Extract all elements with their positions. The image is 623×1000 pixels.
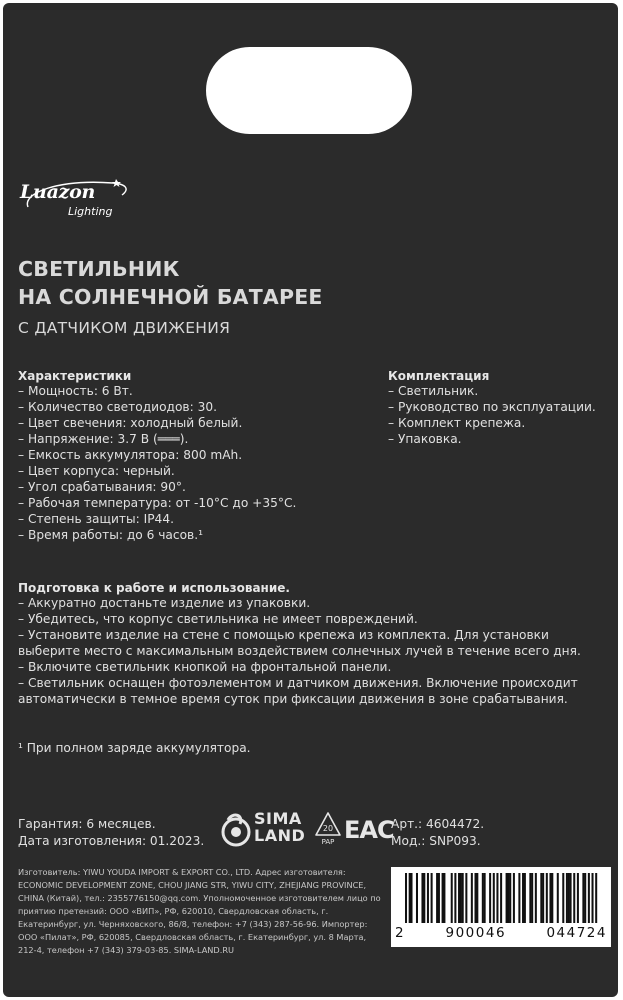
barcode-bar bbox=[513, 873, 515, 923]
list-item: – Время работы: до 6 часов.¹ bbox=[18, 528, 203, 542]
barcode-bars bbox=[391, 867, 611, 925]
barcode-bar bbox=[557, 873, 559, 923]
barcode-bar bbox=[416, 873, 418, 923]
barcode-bar bbox=[570, 873, 572, 923]
barcode-bar bbox=[465, 873, 467, 923]
sima-swirl-icon bbox=[220, 810, 252, 850]
barcode-digit-group-left: 900046 bbox=[445, 925, 507, 941]
barcode-bar bbox=[482, 873, 484, 923]
manufacturer-fine-print: Изготовитель: YIWU YOUDA IMPORT & EXPORT CO., LTD. Адрес изготовителя: ECONOMIC DEVELOPMENT ZONE, CHOU JIANG STR, YIWU CITY, ZHEJIANG PROVINCE, CHINA (Китай), тел.: 2355776150@qq.com. Уполномоченное изготовителем лицо по приятию претензий: ООО «ВИП», РФ, 620010, Свердловская область, г. Екатеринбург, ул. Черняховского, 86/8, телефон: +7 (343) 287-56-96. Импортер: ООО «Пилат», РФ, 620085, Свердловская область, г. Екатеринбург, ул. 8 Марта, 212-4, телефон +7 (343) 379-03-85. SIMA-LAND.RU bbox=[18, 867, 381, 955]
barcode-bar bbox=[529, 873, 531, 923]
barcode-bar bbox=[442, 873, 444, 923]
barcode-bar bbox=[454, 873, 456, 923]
barcode-bar bbox=[436, 873, 438, 923]
barcode-bar bbox=[546, 873, 548, 923]
list-item: – Угол срабатывания: 90°. bbox=[18, 480, 186, 494]
model-number: Мод.: SNP093. bbox=[391, 834, 481, 848]
recycle-code: PAP bbox=[321, 838, 335, 846]
list-item: – Установите изделие на стене с помощью крепежа из комплекта. Для установки выберите место с максимальным воздействием солнечных лучей в течение всего дня. bbox=[18, 628, 581, 658]
barcode-bar bbox=[577, 873, 579, 923]
barcode-bar bbox=[549, 873, 551, 923]
barcode-bar bbox=[573, 873, 575, 923]
barcode-bar bbox=[506, 873, 508, 923]
eac-mark: EAC bbox=[344, 816, 394, 844]
kit-list bbox=[388, 383, 596, 447]
recycle-paper-icon bbox=[314, 811, 342, 847]
barcode-bar bbox=[584, 873, 586, 923]
barcode-bar bbox=[592, 873, 594, 923]
barcode-bar bbox=[410, 873, 412, 923]
list-item: – Степень защиты: IP44. bbox=[18, 512, 174, 526]
list-item: – Упаковка. bbox=[388, 432, 462, 446]
list-item: – Мощность: 6 Вт. bbox=[18, 384, 133, 398]
barcode-bar bbox=[542, 873, 544, 923]
recycle-number: 20 bbox=[322, 824, 334, 833]
article-info bbox=[391, 816, 484, 850]
barcode-bar bbox=[595, 873, 597, 923]
barcode-bar bbox=[423, 873, 425, 923]
hang-hole bbox=[206, 47, 412, 134]
product-title bbox=[18, 255, 323, 311]
preparation-list bbox=[18, 595, 608, 707]
characteristics-list bbox=[18, 383, 296, 543]
barcode-bar bbox=[566, 873, 568, 923]
barcode-bar bbox=[462, 873, 464, 923]
list-item: – Светильник оснащен фотоэлементом и датчиком движения. Включение происходит автоматически в темное время суток при фиксации движения в зоне срабатывания. bbox=[18, 676, 578, 706]
kit-section bbox=[388, 369, 596, 447]
barcode-bar bbox=[443, 873, 445, 923]
barcode-bar bbox=[518, 873, 520, 923]
barcode-bar bbox=[531, 873, 533, 923]
barcode-bar bbox=[431, 873, 433, 923]
list-item: – Напряжение: 3.7 В (═══). bbox=[18, 432, 189, 446]
barcode bbox=[391, 867, 611, 947]
list-item: – Руководство по эксплуатации. bbox=[388, 400, 596, 414]
preparation-heading: Подготовка к работе и использование. bbox=[18, 581, 290, 595]
package-card bbox=[3, 3, 618, 997]
barcode-bar bbox=[509, 873, 511, 923]
list-item: – Цвет корпуса: черный. bbox=[18, 464, 175, 478]
barcode-bar bbox=[582, 873, 584, 923]
list-item: – Количество светодиодов: 30. bbox=[18, 400, 217, 414]
characteristics-heading: Характеристики bbox=[18, 369, 132, 383]
sima-line: SIMA bbox=[254, 809, 302, 828]
kit-heading: Комплектация bbox=[388, 369, 490, 383]
sima-land-logo bbox=[220, 810, 310, 854]
footnote: ¹ При полном заряде аккумулятора. bbox=[18, 741, 251, 755]
barcode-bar bbox=[535, 873, 537, 923]
barcode-bar bbox=[476, 873, 478, 923]
barcode-bar bbox=[551, 873, 553, 923]
list-item: – Емкость аккумулятора: 800 mAh. bbox=[18, 448, 243, 462]
barcode-bar bbox=[522, 873, 524, 923]
barcode-bar bbox=[451, 873, 453, 923]
barcode-bar bbox=[562, 873, 564, 923]
barcode-bar bbox=[427, 873, 429, 923]
list-item: – Аккуратно достаньте изделие из упаковки. bbox=[18, 596, 311, 610]
barcode-bar bbox=[524, 873, 526, 923]
barcode-bar bbox=[471, 873, 473, 923]
list-item: – Включите светильник кнопкой на фронтальной панели. bbox=[18, 660, 392, 674]
list-item: – Цвет свечения: холодный белый. bbox=[18, 416, 243, 430]
warranty-info bbox=[18, 816, 204, 850]
characteristics-section bbox=[18, 369, 296, 543]
barcode-bar bbox=[493, 873, 495, 923]
barcode-digit-group-right: 044724 bbox=[546, 925, 607, 941]
product-subtitle: С ДАТЧИКОМ ДВИЖЕНИЯ bbox=[18, 319, 231, 337]
title-line-1: СВЕТИЛЬНИК bbox=[18, 257, 180, 281]
brand-name: Luazon bbox=[20, 181, 95, 203]
article-number: Арт.: 4604472. bbox=[391, 817, 485, 831]
barcode-bar bbox=[500, 873, 502, 923]
barcode-bar bbox=[405, 873, 407, 923]
barcode-bar bbox=[484, 873, 486, 923]
manufacture-date: Дата изготовления: 01.2023. bbox=[18, 834, 205, 848]
barcode-digit-lead: 2 bbox=[395, 925, 406, 941]
barcode-bar bbox=[540, 873, 542, 923]
barcode-bar bbox=[568, 873, 570, 923]
barcode-bar bbox=[489, 873, 491, 923]
warranty-line: Гарантия: 6 месяцев. bbox=[18, 817, 156, 831]
list-item: – Комплект крепежа. bbox=[388, 416, 526, 430]
brand-sub: Lighting bbox=[68, 205, 113, 218]
preparation-section bbox=[18, 581, 608, 707]
barcode-bar bbox=[421, 873, 423, 923]
list-item: – Рабочая температура: от -10°С до +35°С. bbox=[18, 496, 297, 510]
barcode-digits bbox=[391, 922, 611, 944]
barcode-bar bbox=[496, 873, 498, 923]
list-item: – Светильник. bbox=[388, 384, 479, 398]
barcode-bar bbox=[588, 873, 590, 923]
barcode-bar bbox=[458, 873, 460, 923]
barcode-bar bbox=[409, 873, 411, 923]
list-item: – Убедитесь, что корпус светильника не имеет повреждений. bbox=[18, 612, 418, 626]
barcode-bar bbox=[460, 873, 462, 923]
barcode-bar bbox=[438, 873, 440, 923]
title-line-2: НА СОЛНЕЧНОЙ БАТАРЕЕ bbox=[18, 285, 323, 309]
barcode-bar bbox=[507, 873, 509, 923]
sima-land-text bbox=[254, 810, 305, 844]
barcode-bar bbox=[474, 873, 476, 923]
land-line: LAND bbox=[254, 826, 306, 845]
brand-logo bbox=[18, 173, 138, 225]
